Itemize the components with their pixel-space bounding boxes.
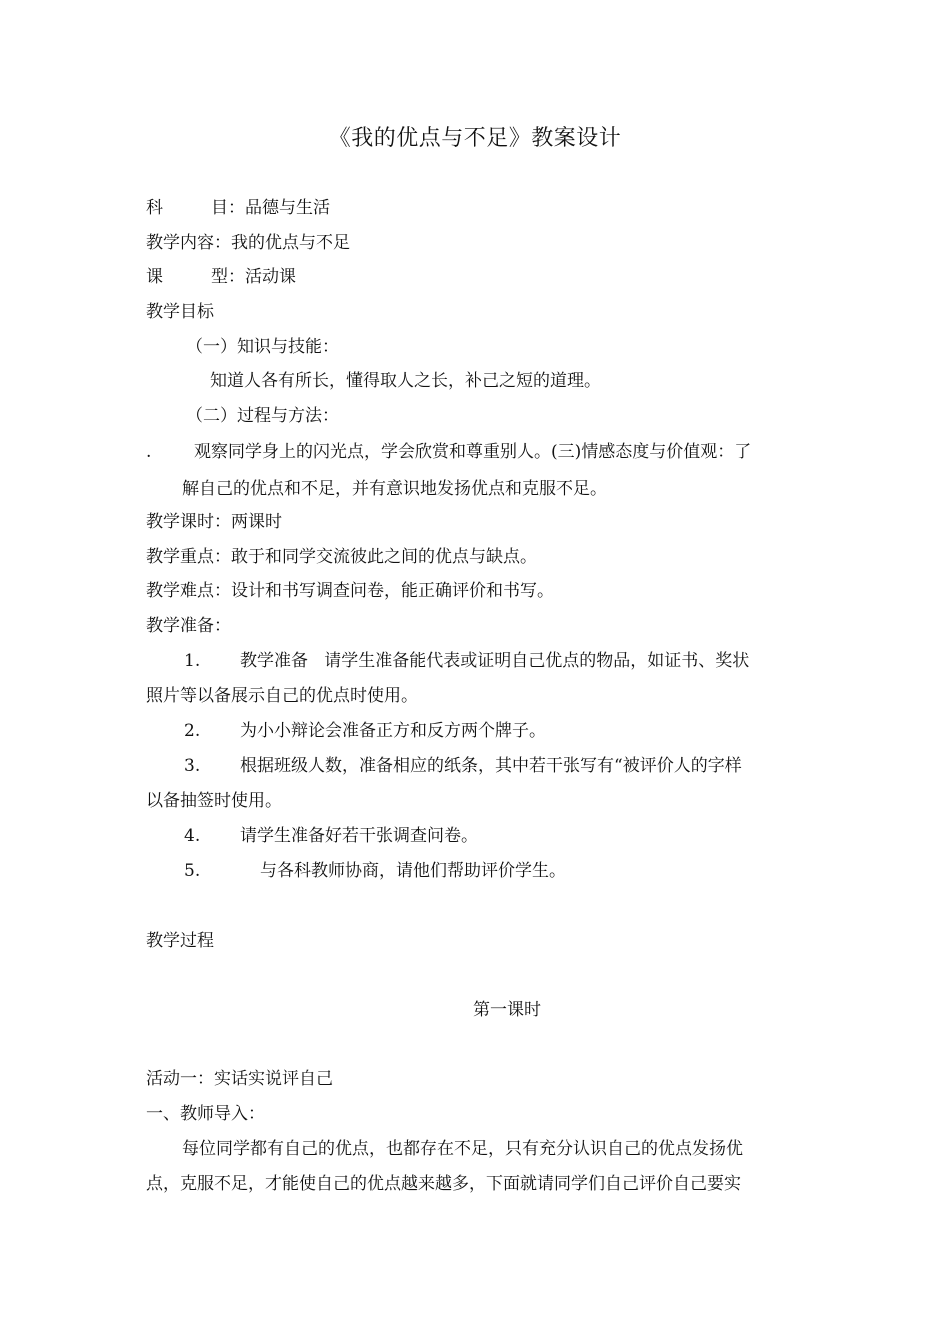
content-value: 我的优点与不足 xyxy=(231,233,350,253)
objective-1-heading: （一）知识与技能： xyxy=(186,337,339,357)
prep-item-4-num: 4. xyxy=(184,826,201,846)
hours-row xyxy=(146,510,282,534)
prep-item-3-cont: 以备抽签时使用。 xyxy=(146,791,282,811)
type-value: 活动课 xyxy=(245,267,296,287)
key-point-value: 敢于和同学交流彼此之间的优点与缺点。 xyxy=(231,547,537,567)
key-point-label: 教学重点： xyxy=(146,547,231,567)
type-row xyxy=(146,265,296,289)
hours-value: 两课时 xyxy=(231,512,282,532)
prep-item-2-num: 2. xyxy=(184,721,201,741)
content-label: 教学内容： xyxy=(146,233,231,253)
difficulty-label: 教学难点： xyxy=(146,581,231,601)
prep-item-4 xyxy=(184,824,478,848)
activity-1-heading: 活动一：实话实说评自己 xyxy=(146,1069,333,1089)
type-label-b: 型： xyxy=(211,267,245,287)
subject-label-b: 目： xyxy=(211,198,245,218)
prep-item-4-text: 请学生准备好若干张调查问卷。 xyxy=(240,826,478,846)
type-label-a: 课 xyxy=(146,267,163,287)
hours-label: 教学课时： xyxy=(146,512,231,532)
difficulty-value: 设计和书写调查问卷，能正确评价和书写。 xyxy=(231,581,554,601)
prep-item-1 xyxy=(184,649,749,673)
preparation-heading: 教学准备： xyxy=(146,616,231,636)
prep-item-2-text: 为小小辩论会准备正方和反方两个牌子。 xyxy=(240,721,546,741)
lesson-title: 第一课时 xyxy=(473,1000,541,1020)
prep-item-2 xyxy=(184,719,546,743)
prep-item-5-num: 5. xyxy=(184,861,201,881)
prep-item-3-num: 3. xyxy=(184,756,201,776)
subject-label-a: 科 xyxy=(146,198,163,218)
prep-item-3-text: 根据班级人数，准备相应的纸条，其中若干张写有“被评价人的字样 xyxy=(240,756,742,776)
difficulty-row xyxy=(146,579,554,603)
prep-item-5-text: 与各科教师协商，请他们帮助评价学生。 xyxy=(260,861,566,881)
bullet-mark: . xyxy=(146,442,152,462)
prep-item-1-cont: 照片等以备展示自己的优点时使用。 xyxy=(146,686,418,706)
objectives-heading: 教学目标 xyxy=(146,302,214,322)
objective-1-text: 知道人各有所长，懂得取人之长，补己之短的道理。 xyxy=(210,371,601,391)
objective-2-text-line2: 解自己的优点和不足，并有意识地发扬优点和克服不足。 xyxy=(182,479,607,499)
intro-paragraph-line1: 每位同学都有自己的优点，也都存在不足，只有充分认识自己的优点发扬优 xyxy=(182,1139,743,1159)
prep-item-5 xyxy=(184,859,566,883)
document-title: 《我的优点与不足》教案设计 xyxy=(328,126,622,151)
prep-item-3 xyxy=(184,754,742,778)
content-row xyxy=(146,231,350,255)
subject-row xyxy=(146,196,330,220)
section-1-heading: 一、教师导入： xyxy=(146,1104,265,1124)
intro-paragraph-line2: 点，克服不足，才能使自己的优点越来越多，下面就请同学们自己评价自己要实 xyxy=(146,1174,741,1194)
process-heading: 教学过程 xyxy=(146,931,214,951)
subject-value: 品德与生活 xyxy=(245,198,330,218)
prep-item-1-num: 1. xyxy=(184,651,201,671)
key-point-row xyxy=(146,545,537,569)
prep-item-1-text: 教学准备 请学生准备能代表或证明自己优点的物品，如证书、奖状 xyxy=(240,651,750,671)
objective-2-text-line1: 观察同学身上的闪光点，学会欣赏和尊重别人。(三)情感态度与价值观：了 xyxy=(194,442,752,462)
objective-2-heading: （二）过程与方法： xyxy=(186,406,339,426)
